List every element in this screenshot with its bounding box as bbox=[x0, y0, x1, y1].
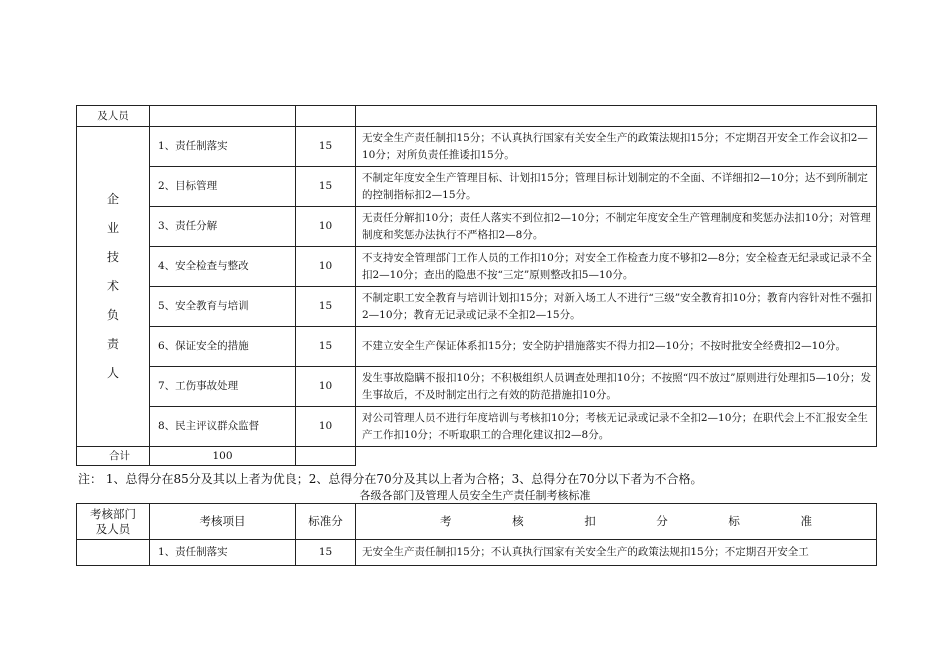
dept-char: 责 bbox=[106, 337, 119, 351]
item-cell: 8、民主评议群众监督 bbox=[150, 407, 296, 447]
dept-char: 术 bbox=[106, 279, 119, 293]
score-cell: 15 bbox=[296, 540, 356, 566]
header-criteria-char: 分 bbox=[656, 514, 668, 528]
header-score: 标准分 bbox=[296, 504, 356, 540]
total-label-cell bbox=[77, 447, 150, 466]
header-criteria-char: 考 bbox=[440, 514, 452, 528]
table-row bbox=[77, 167, 877, 207]
table-row bbox=[77, 127, 877, 167]
item-cell: 5、安全教育与培训 bbox=[150, 287, 296, 327]
dept-cell-top: 及人员 bbox=[77, 106, 150, 127]
section-title: 各级各部门及管理人员安全生产责任制考核标准 bbox=[359, 489, 591, 502]
criteria-cell: 发生事故隐瞒不报扣10分；不积极组织人员调查处理扣10分；不按照“四不放过”原则进行处理扣5—10分；发生事故后，不及时制定出行之有效的防范措施扣10分。 bbox=[356, 367, 877, 407]
criteria-cell: 无安全生产责任制扣15分；不认真执行国家有关安全生产的政策法规扣15分；不定期召开安全工作会议扣2—10分；对所负责任推诿扣15分。 bbox=[356, 127, 877, 167]
dept-char: 技 bbox=[106, 250, 119, 264]
total-char: 合 bbox=[109, 449, 120, 462]
dept-char: 负 bbox=[106, 308, 119, 322]
table-row bbox=[77, 407, 877, 447]
table-row bbox=[77, 327, 877, 367]
table-row bbox=[77, 367, 877, 407]
criteria-cell: 不建立安全生产保证体系扣15分；安全防护措施落实不得力扣2—10分；不按时批安全经费扣2—10分。 bbox=[356, 327, 877, 367]
score-cell: 10 bbox=[296, 207, 356, 247]
header-dept-line1: 考核部门 bbox=[90, 506, 136, 521]
header-criteria-char: 准 bbox=[800, 514, 812, 528]
header-criteria-char: 核 bbox=[512, 514, 524, 528]
table-row-top bbox=[77, 106, 877, 127]
header-row bbox=[77, 504, 877, 540]
evaluation-table-continued bbox=[76, 105, 877, 466]
criteria-cell: 不制定年度安全生产管理目标、计划扣15分；管理目标计划制定的不全面、不详细扣2—10分；达不到所制定的控制指标扣2—15分。 bbox=[356, 167, 877, 207]
dept-char: 企 bbox=[106, 192, 119, 206]
item-cell: 6、保证安全的措施 bbox=[150, 327, 296, 367]
score-cell: 10 bbox=[296, 407, 356, 447]
grading-note: 注： 1、总得分在85分及其以上者为优良；2、总得分在70分及其以上者为合格；3、总得分在70分以下者为不合格。 bbox=[78, 472, 703, 486]
total-score-cell: 100 bbox=[150, 447, 296, 466]
total-char: 计 bbox=[119, 449, 130, 462]
score-cell: 15 bbox=[296, 127, 356, 167]
criteria-cell: 无安全生产责任制扣15分；不认真执行国家有关安全生产的政策法规扣15分；不定期召开安全工 bbox=[356, 540, 877, 566]
header-item: 考核项目 bbox=[150, 504, 296, 540]
criteria-cell: 对公司管理人员不进行年度培训与考核扣10分；考核无记录或记录不全扣2—10分；在职代会上不汇报安全生产工作扣10分；不听取职工的合理化建议扣2—8分。 bbox=[356, 407, 877, 447]
evaluation-table-header bbox=[76, 503, 877, 566]
criteria-cell-empty bbox=[356, 106, 877, 127]
score-cell: 15 bbox=[296, 167, 356, 207]
item-cell: 3、责任分解 bbox=[150, 207, 296, 247]
item-cell: 1、责任制落实 bbox=[150, 540, 296, 566]
criteria-cell: 不支持安全管理部门工作人员的工作扣10分；对安全工作检查力度不够扣2—8分；安全检查无纪录或记录不全扣2—10分；查出的隐患不按“三定”原则整改扣5—10分。 bbox=[356, 247, 877, 287]
item-cell: 2、目标管理 bbox=[150, 167, 296, 207]
header-dept bbox=[77, 504, 150, 540]
item-cell: 1、责任制落实 bbox=[150, 127, 296, 167]
dept-cell-empty bbox=[77, 540, 150, 566]
item-cell: 7、工伤事故处理 bbox=[150, 367, 296, 407]
score-cell: 15 bbox=[296, 287, 356, 327]
item-cell: 4、安全检查与整改 bbox=[150, 247, 296, 287]
total-row bbox=[77, 447, 877, 466]
dept-char: 业 bbox=[106, 221, 119, 235]
dept-cell-enterprise-tech-lead bbox=[77, 127, 150, 447]
score-cell: 10 bbox=[296, 247, 356, 287]
header-criteria bbox=[356, 504, 877, 540]
vertical-dept-label bbox=[81, 185, 145, 388]
table-row bbox=[77, 207, 877, 247]
dept-char: 人 bbox=[106, 366, 119, 380]
table-row bbox=[77, 287, 877, 327]
table-row bbox=[77, 540, 877, 566]
table-row bbox=[77, 247, 877, 287]
total-criteria-empty bbox=[296, 447, 356, 466]
score-cell-empty bbox=[296, 106, 356, 127]
criteria-cell: 不制定职工安全教育与培训计划扣15分；对新入场工人不进行“三级”安全教育扣10分；教育内容针对性不强扣2—10分；教育无记录或记录不全扣2—15分。 bbox=[356, 287, 877, 327]
score-cell: 15 bbox=[296, 327, 356, 367]
criteria-cell: 无责任分解扣10分；责任人落实不到位扣2—10分；不制定年度安全生产管理制度和奖惩办法扣10分；对管理制度和奖惩办法执行不严格扣2—8分。 bbox=[356, 207, 877, 247]
header-criteria-char: 扣 bbox=[584, 514, 596, 528]
item-cell-empty bbox=[150, 106, 296, 127]
header-dept-line2: 及人员 bbox=[95, 521, 131, 536]
score-cell: 10 bbox=[296, 367, 356, 407]
header-criteria-char: 标 bbox=[728, 514, 740, 528]
